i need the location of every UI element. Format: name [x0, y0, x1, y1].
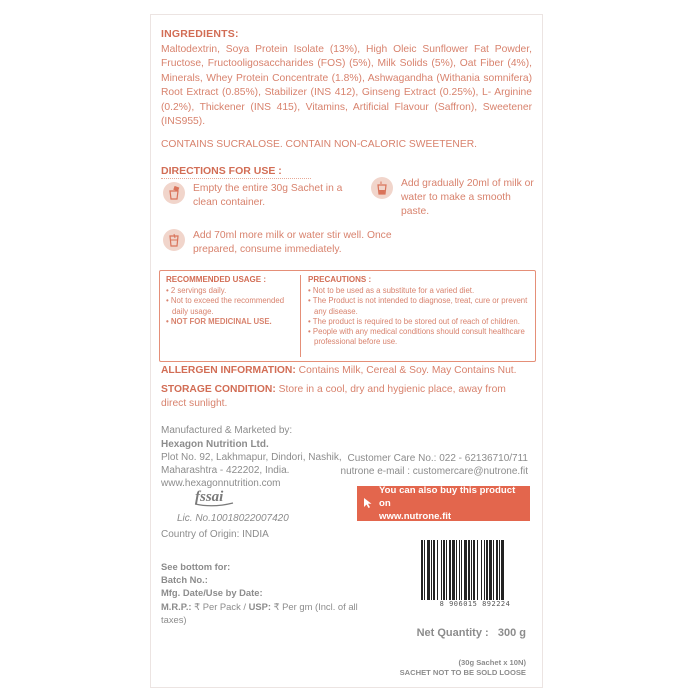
see-bottom-label: See bottom for:	[161, 561, 231, 572]
precaution-item: • The Product is not intended to diagnose, treat, cure or prevent any disease.	[308, 296, 528, 316]
buy-banner-line-1: You can also buy this product on	[379, 485, 516, 509]
customer-care-phone: Customer Care No.: 022 - 62136710/711	[347, 453, 528, 464]
sachet-info	[400, 658, 526, 678]
manufacturer-name: Hexagon Nutrition Ltd.	[161, 439, 269, 450]
usage-item: • NOT FOR MEDICINAL USE.	[166, 316, 272, 326]
direction-step-1	[163, 182, 343, 210]
sachet-glass-icon	[163, 182, 185, 204]
buy-banner-line-2: www.nutrone.fit	[379, 511, 452, 522]
net-quantity-value: 300 g	[497, 627, 526, 639]
usage-precautions-box	[159, 270, 536, 362]
storage-condition	[161, 383, 532, 412]
customer-care-email: nutrone e-mail : customercare@nutrone.fit	[340, 466, 528, 477]
direction-step-2	[371, 177, 541, 219]
fssai-logo-text: fssai	[195, 489, 224, 505]
manufacturer-website: www.hexagonnutrition.com	[161, 478, 281, 489]
precaution-item: • People with any medical conditions should consult healthcare professional before use.	[308, 327, 525, 347]
precautions-heading: PRECAUTIONS :	[308, 275, 372, 284]
batch-details	[161, 560, 371, 626]
barcode	[419, 540, 531, 600]
manufacturer-address	[161, 451, 361, 490]
batch-no-label: Batch No.:	[161, 574, 208, 586]
glass-icon	[163, 229, 185, 251]
price-line: M.R.P.: ₹ Per Pack / USP: ₹ Per gm (Incl. of all taxes)	[161, 600, 358, 625]
address-line-2: Maharashtra - 422202, India.	[161, 465, 290, 476]
precaution-item: • The product is required to be stored out of reach of children.	[308, 316, 520, 326]
sucralose-note: CONTAINS SUCRALOSE. CONTAIN NON-CALORIC SWEETENER.	[161, 139, 477, 150]
directions-heading: DIRECTIONS FOR USE :	[161, 165, 282, 177]
box-divider	[300, 275, 301, 357]
cursor-icon	[363, 497, 373, 509]
precautions	[308, 275, 534, 347]
product-label-panel	[150, 14, 543, 688]
manufacturer-title: Manufactured & Marketed by:	[161, 425, 293, 436]
net-quantity	[417, 627, 526, 639]
direction-step-2-text: Add gradually 20ml of milk or water to make a smooth paste.	[401, 178, 534, 217]
allergen-label: ALLERGEN INFORMATION:	[161, 365, 296, 376]
direction-step-3	[163, 229, 403, 257]
sachet-info-line-1: (30g Sachet x 10N)	[458, 658, 526, 667]
barcode-number: 8 906015 892224	[439, 600, 511, 608]
direction-step-1-text: Empty the entire 30g Sachet in a clean container.	[193, 183, 343, 208]
storage-text: Store in a cool, dry and hygienic place, away from direct sunlight.	[161, 384, 506, 410]
recommended-usage-heading: RECOMMENDED USAGE :	[166, 275, 267, 284]
ingredients-heading: INGREDIENTS:	[161, 28, 239, 40]
pour-glass-icon	[371, 177, 393, 199]
usage-item: • 2 servings daily.	[166, 286, 227, 296]
fssai-logo	[193, 486, 245, 508]
allergen-text: Contains Milk, Cereal & Soy. May Contains Nut.	[295, 365, 517, 376]
storage-label: STORAGE CONDITION:	[161, 384, 276, 395]
recommended-usage	[166, 275, 296, 327]
mfg-date-label: Mfg. Date/Use by Date:	[161, 587, 263, 599]
ingredients-text: Maltodextrin, Soya Protein Isolate (13%), High Oleic Sunflower Fat Powder, Fructose, Fructooligosaccharides (FOS) (5%), Milk Solids (5%), Oat Fiber (4%), Minerals, Whey Protein Concentrate (1.8%), Ashwagandha (Withania somnifera) Root Extract (0.85%), Stabilizer (INS 412), Ginseng Extract (0.25%), L- Arginine (0.2%), Thickener (INS 415), Vitamins, Artificial Flavour (Saffron), Sweetener (INS955).	[161, 44, 532, 128]
customer-care	[341, 452, 528, 478]
directions-underline	[161, 178, 311, 179]
fssai-license: Lic. No.10018022007420	[177, 513, 289, 524]
country-of-origin: Country of Origin: INDIA	[161, 529, 269, 540]
direction-step-3-text: Add 70ml more milk or water stir well. Once prepared, consume immediately.	[193, 230, 392, 255]
sachet-info-line-2: SACHET NOT TO BE SOLD LOOSE	[399, 668, 526, 677]
address-line-1: Plot No. 92, Lakhmapur, Dindori, Nashik,	[161, 452, 342, 463]
usage-item: • Not to exceed the recommended daily usage.	[166, 296, 285, 316]
precaution-item: • Not to be used as a substitute for a varied diet.	[308, 286, 475, 296]
net-quantity-label: Net Quantity :	[416, 627, 489, 639]
allergen-information	[161, 364, 532, 378]
